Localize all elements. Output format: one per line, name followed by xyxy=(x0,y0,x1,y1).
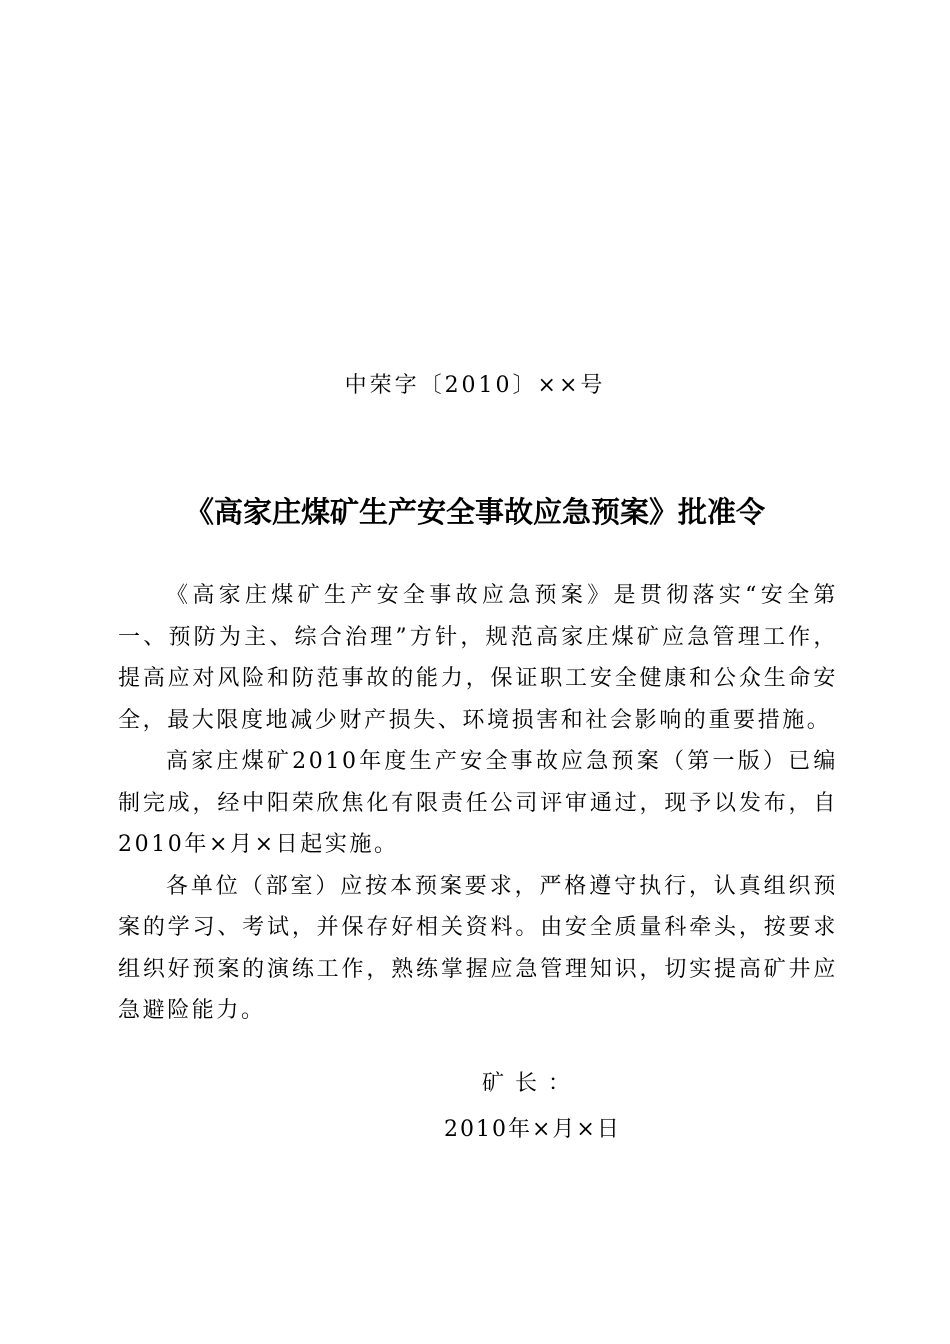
signer-label: 矿 长 ： xyxy=(482,1071,572,1096)
body-paragraph-2: 高家庄煤矿2010年度生产安全事故应急预案（第一版）已编制完成，经中阳荣欣焦化有限责任公司评审通过，现予以发布，自2010年×月×日起实施。 xyxy=(118,749,838,857)
document-body xyxy=(118,575,838,1032)
document-title: 《高家庄煤矿生产安全事故应急预案》批准令 xyxy=(184,495,765,529)
document-number: 中荣字〔2010〕××号 xyxy=(344,373,606,398)
body-paragraph-3: 各单位（部室）应按本预案要求，严格遵守执行，认真组织预案的学习、考试，并保存好相关资料。由安全质量科牵头，按要求组织好预案的演练工作，熟练掌握应急管理知识，切实提高矿井应急避险能力。 xyxy=(118,873,838,1023)
signature-date: 2010年×月×日 xyxy=(444,1117,621,1142)
body-paragraph-1: 《高家庄煤矿生产安全事故应急预案》是贯彻落实“安全第一、预防为主、综合治理”方针，规范高家庄煤矿应急管理工作，提高应对风险和防范事故的能力，保证职工安全健康和公众生命安全，最大限度地减少财产损失、环境损害和社会影响的重要措施。 xyxy=(118,583,838,733)
